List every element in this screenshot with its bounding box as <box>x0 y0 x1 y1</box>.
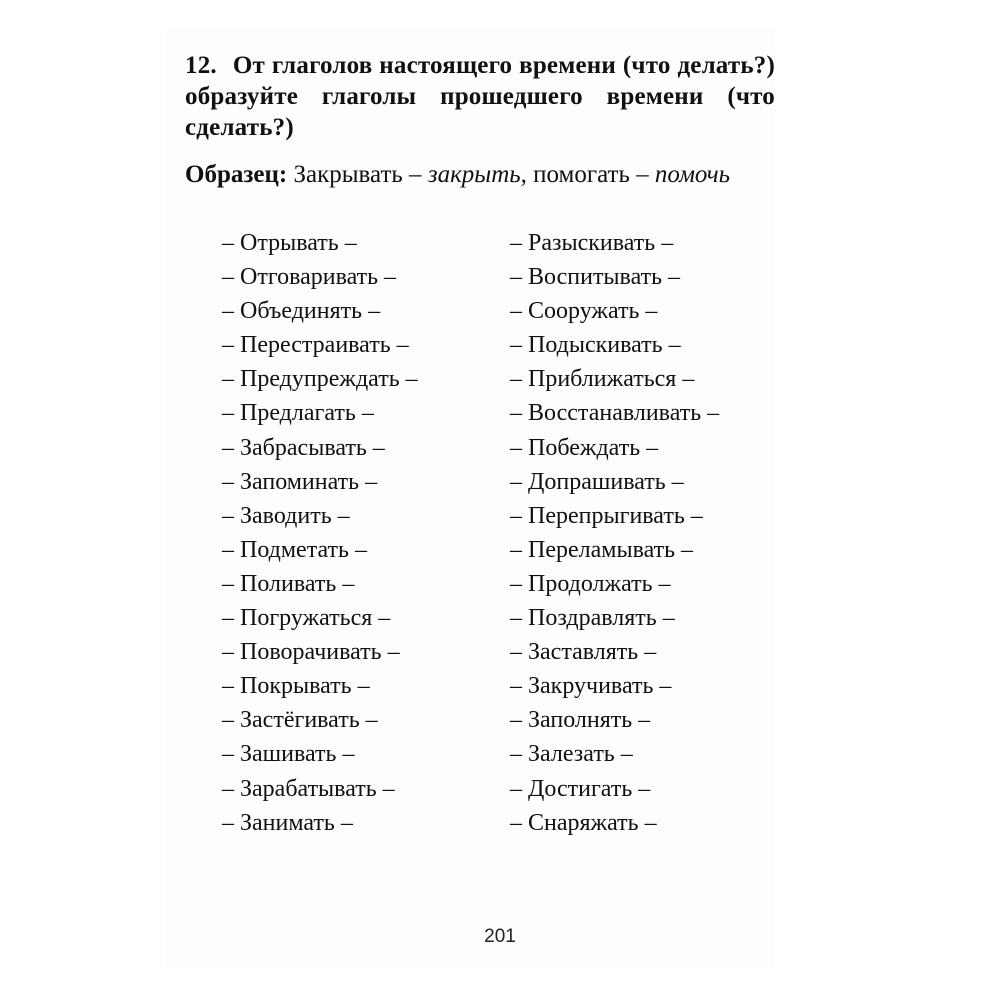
page-number: 201 <box>484 926 516 947</box>
word-item: – Закручивать – <box>510 673 672 700</box>
word-item: – Сооружать – <box>510 298 658 325</box>
word-item: – Подметать – <box>222 536 367 563</box>
word-item: – Покрывать – <box>222 673 370 700</box>
word-item: – Забрасывать – <box>222 434 385 461</box>
word-item: – Зашивать – <box>222 741 355 768</box>
word-item: – Застёгивать – <box>222 707 378 734</box>
word-item: – Продолжать – <box>510 570 671 597</box>
exercise-number: 12. <box>185 52 217 79</box>
right-word-list <box>510 228 719 842</box>
word-item: – Отговаривать – <box>222 264 397 291</box>
word-item: – Снаряжать – <box>510 809 657 836</box>
word-item: – Предупреждать – <box>222 366 418 393</box>
word-item: – Поздравлять – <box>510 605 675 632</box>
word-item: – Воспитывать – <box>510 264 681 291</box>
example-separator: , помогать – <box>520 161 649 188</box>
word-item: – Поворачивать – <box>222 639 400 666</box>
word-item: – Допрашивать – <box>510 468 684 495</box>
example-answer-1: закрыть <box>427 161 521 188</box>
exercise-instruction: От глаголов настоящего времени (что делать?) образуйте глаголы прошедшего времени (что сделать?) <box>185 52 775 141</box>
word-item: – Отрывать – <box>222 230 357 256</box>
word-item: – Приближаться – <box>510 366 695 393</box>
word-item: – Заводить – <box>222 502 350 529</box>
word-item: – Заполнять – <box>510 707 651 734</box>
word-item: – Занимать – <box>222 809 353 836</box>
word-item: – Подыскивать – <box>510 332 681 359</box>
example-answer-2: помочь <box>654 161 731 188</box>
exercise-title <box>185 50 775 143</box>
word-item: – Объединять – <box>222 298 381 325</box>
word-item: – Запоминать – <box>222 468 378 495</box>
word-item: – Предлагать – <box>222 400 374 427</box>
word-item: – Разыскивать – <box>510 230 674 256</box>
word-item: – Залезать – <box>510 741 633 768</box>
example-label: Образец: <box>185 161 288 188</box>
word-item: – Переламывать – <box>510 536 694 563</box>
word-item: – Перестраивать – <box>222 332 409 359</box>
left-word-list <box>222 228 418 842</box>
word-item: – Перепрыгивать – <box>510 502 703 529</box>
word-item: – Заставлять – <box>510 639 657 666</box>
word-item: – Погружаться – <box>222 605 391 632</box>
word-item: – Побеждать – <box>510 434 659 461</box>
example-word-1: Закрывать – <box>293 161 422 188</box>
word-item: – Достигать – <box>510 775 651 802</box>
word-item: – Восстанавливать – <box>510 400 720 427</box>
example-line <box>185 160 785 190</box>
word-item: – Зарабатывать – <box>222 775 395 802</box>
word-item: – Поливать – <box>222 570 355 597</box>
